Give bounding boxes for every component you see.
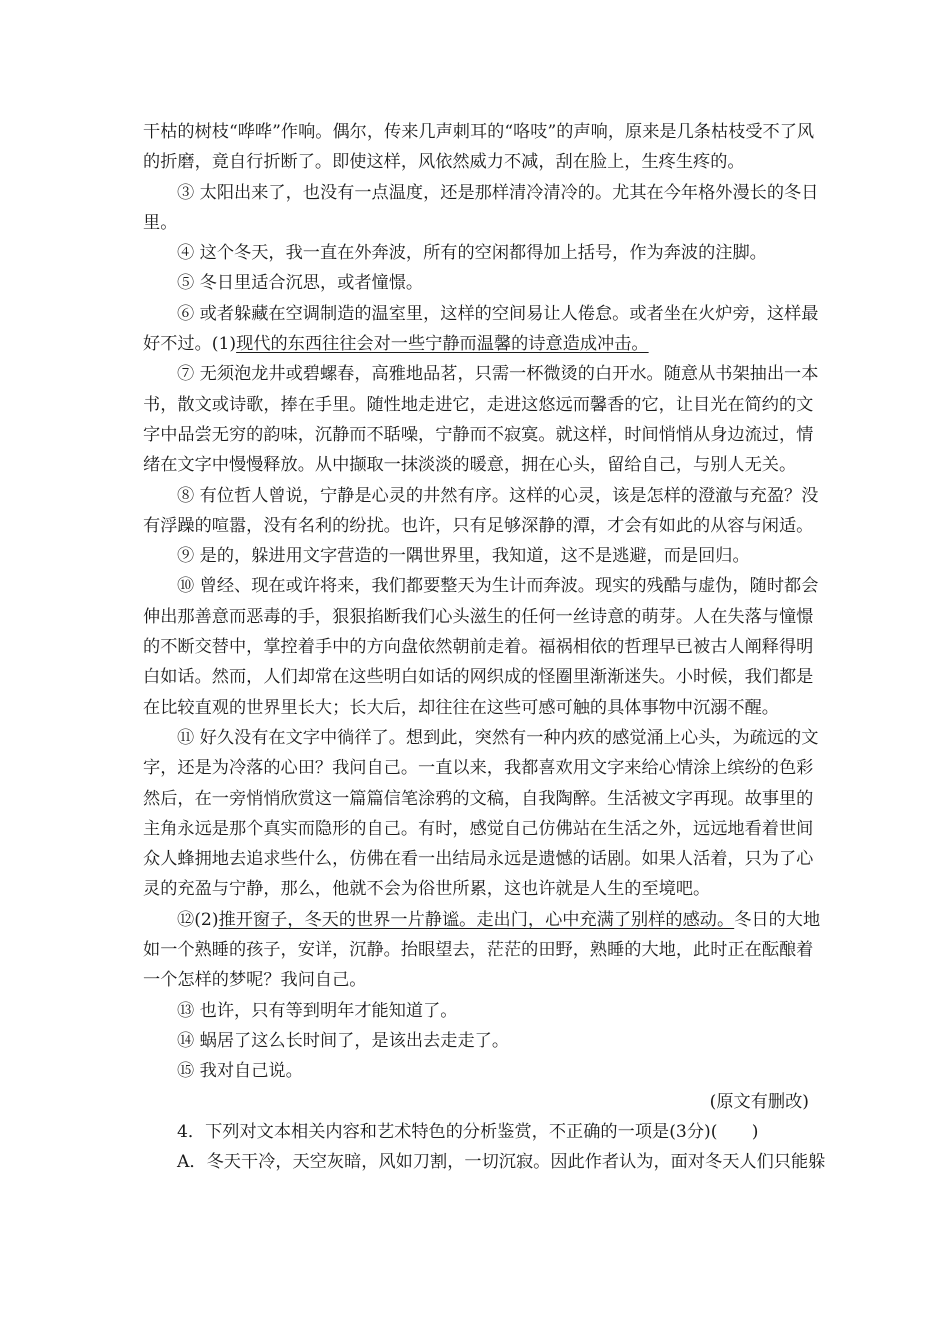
text-line: 众人蜂拥地去追求些什么，仿佛在看一出结局永远是遗憾的话剧。如果人活着，只为了心 — [143, 849, 814, 870]
text-line: 书，散文或诗歌，捧在手里。随性地走进它，走进这悠远而馨香的它，让目光在简约的文 — [143, 394, 814, 415]
text-line: ⑪ 好久没有在文字中徜徉了。想到此，突然有一种内疚的感觉涌上心头，为疏远的文 — [177, 727, 819, 748]
text-line: 一个怎样的梦呢？我问自己。 — [143, 970, 367, 991]
text-line: ⑥ 或者躲藏在空调制造的温室里，这样的空间易让人倦怠。或者坐在火炉旁，这样最 — [177, 303, 819, 324]
paragraph-14: ⑭ 蜗居了这么长时间了，是该出去走走了。 — [177, 1030, 510, 1051]
text-line: 干枯的树枝“哗哗”作响。偶尔，传来几声刺耳的“咯吱”的声响，原来是几条枯枝受不了风 — [143, 122, 815, 142]
text-span: 冬日的大地 — [734, 909, 821, 930]
question-4 — [143, 1117, 826, 1178]
paragraph-13: ⑬ 也许，只有等到明年才能知道了。 — [177, 1000, 458, 1021]
paragraph-8 — [143, 481, 819, 542]
question-marker: 好不过。(1) — [143, 334, 237, 355]
article-body — [143, 117, 826, 1177]
paragraph-9: ⑨ 是的，躲进用文字营造的一隅世界里，我知道，这不是逃避，而是回归。 — [177, 546, 750, 567]
text-line: 字，还是为冷落的心田？我问自己。一直以来，我都喜欢用文字来给心情涂上缤纷的色彩 — [143, 758, 814, 779]
text-line: ③ 太阳出来了，也没有一点温度，还是那样清冷清冷的。尤其在今年格外漫长的冬日 — [177, 182, 819, 203]
paragraph-12 — [143, 905, 821, 996]
text-line: 的不断交替中，掌控着手中的方向盘依然朝前走着。福祸相依的哲理早已被古人阐释得明 — [143, 637, 814, 658]
paragraph-7 — [143, 359, 819, 480]
question-marker: ⑫(2) — [177, 909, 219, 930]
text-line: 有浮躁的喧嚣，没有名利的纷扰。也许，只有足够深静的潭，才会有如此的从容与闲适。 — [143, 515, 814, 536]
text-line: 的折磨，竟自行折断了。即使这样，风依然威力不减，刮在脸上，生疼生疼的。 — [143, 152, 745, 173]
source-note: (原文有删改) — [709, 1091, 809, 1112]
text-line: 字中品尝无穷的韵味，沉静而不聒噪，宁静而不寂寞。就这样，时间悄悄从身边流过，情 — [143, 424, 814, 445]
text-line: ⑧ 有位哲人曾说，宁静是心灵的井然有序。这样的心灵，该是怎样的澄澈与充盈？没 — [177, 485, 819, 506]
paragraph-6 — [143, 299, 819, 360]
underlined-sentence-1: 现代的东西往往会对一些宁静而温馨的诗意造成冲击。 — [236, 334, 649, 355]
text-line: 然后，在一旁悄悄欣赏这一篇篇信笔涂鸦的文稿，自我陶醉。生活被文字再现。故事里的 — [143, 788, 814, 809]
text-line: 在比较直观的世界里长大；长大后，却往往在这些可感可触的具体事物中沉溺不醒。 — [143, 697, 779, 718]
text-line — [143, 329, 809, 359]
text-line: 绪在文字中慢慢释放。从中撷取一抹淡淡的暖意，拥在心头，留给自己，与别人无关。 — [143, 455, 797, 476]
paragraph-2-tail — [143, 117, 815, 178]
question-stem: 4．下列对文本相关内容和艺术特色的分析鉴赏，不正确的一项是(3分)( ) — [177, 1121, 759, 1142]
text-line: ⑦ 无须泡龙井或碧螺春，高雅地品茗，只需一杯微烫的白开水。随意从书架抽出一本 — [177, 364, 819, 385]
text-line: 伸出那善意而恶毒的手，狠狠掐断我们心头滋生的任何一丝诗意的萌芽。人在失落与憧憬 — [143, 606, 814, 627]
text-line: 白如话。然而，人们却常在这些明白如话的网织成的怪圈里渐渐迷失。小时候，我们都是 — [143, 667, 814, 688]
paragraph-11 — [143, 723, 819, 905]
paragraph-3 — [143, 178, 819, 239]
text-line: 如一个熟睡的孩子，安详，沉静。抬眼望去，茫茫的田野，熟睡的大地，此时正在酝酿着 — [143, 940, 814, 961]
text-line: ⑩ 曾经、现在或许将来，我们都要整天为生计而奔波。现实的残酷与虚伪，随时都会 — [177, 576, 819, 597]
underlined-sentence-2: 推开窗子，冬天的世界一片静谧。走出门，心中充满了别样的感动。 — [218, 909, 735, 930]
text-line: 主角永远是那个真实而隐形的自己。有时，感觉自己仿佛站在生活之外，远远地看着世间 — [143, 818, 814, 839]
paragraph-5: ⑤ 冬日里适合沉思，或者憧憬。 — [177, 273, 424, 294]
option-a: A．冬天干冷，天空灰暗，风如刀割，一切沉寂。因此作者认为，面对冬天人们只能躲 — [177, 1152, 826, 1173]
paragraph-15: ⑮ 我对自己说。 — [177, 1061, 303, 1082]
paragraph-10 — [143, 571, 819, 722]
text-line: 灵的充盈与宁静，那么，他就不会为俗世所累，这也许就是人生的至境吧。 — [143, 879, 711, 900]
text-line: 里。 — [143, 212, 178, 233]
text-line — [143, 905, 821, 935]
paragraph-4: ④ 这个冬天，我一直在外奔波，所有的空闲都得加上括号，作为奔波的注脚。 — [177, 243, 767, 264]
